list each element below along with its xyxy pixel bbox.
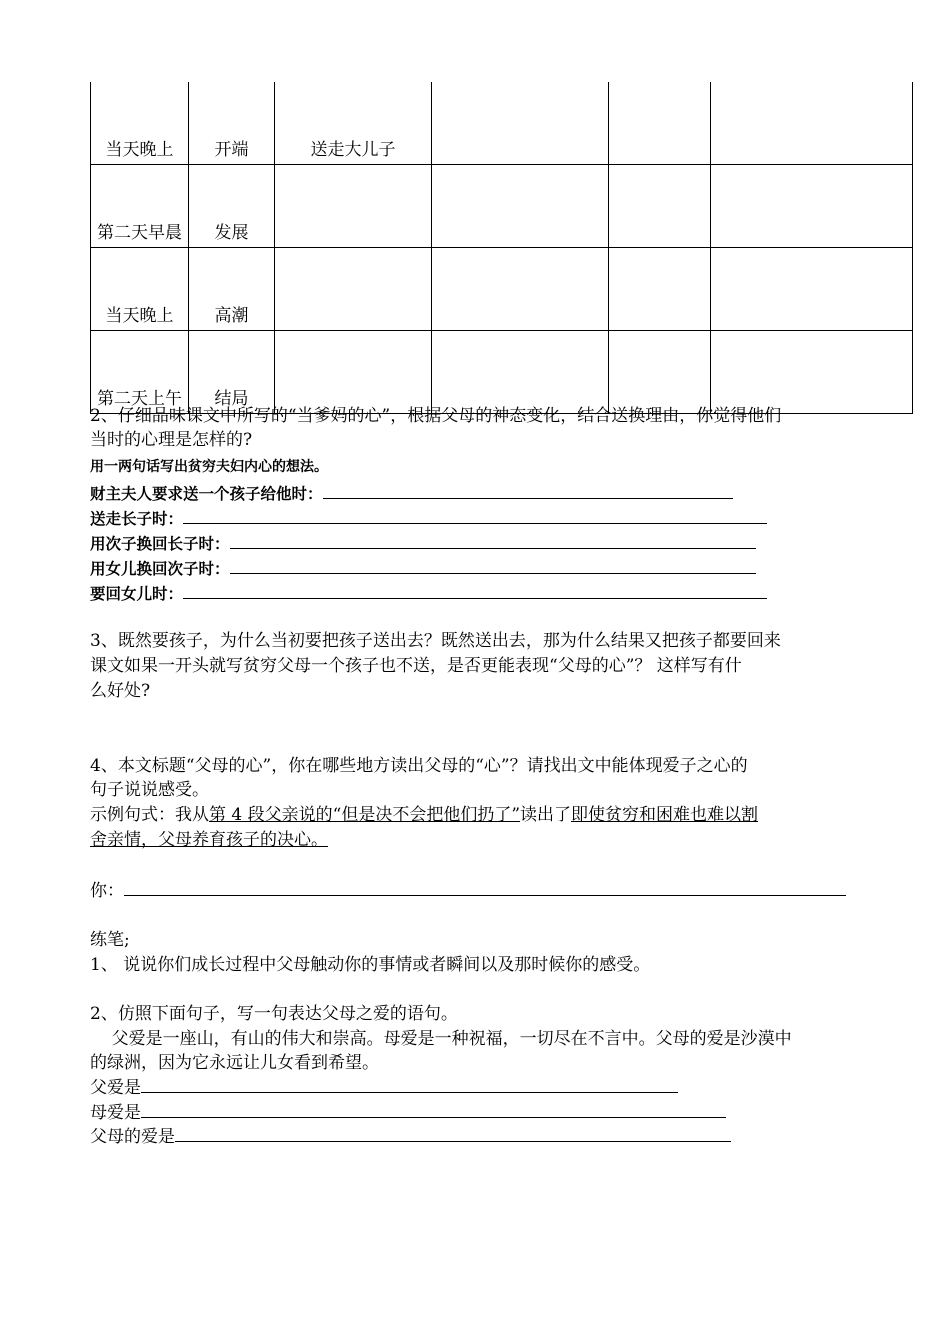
example-quote: 第 4 段父亲说的“但是决不会把他们扔了”: [209, 805, 521, 825]
sample-line2: 的绿洲，因为它永远让儿女看到希望。: [90, 1053, 379, 1073]
answer-cell[interactable]: [711, 165, 913, 248]
q2-prompt-label: 用女儿换回次子时：: [90, 560, 230, 578]
time-cell: 第二天早晨: [91, 165, 189, 248]
answer-cell[interactable]: [711, 82, 913, 165]
q3-line1: 3、既然要孩子，为什么当初要把孩子送出去？既然送出去，那为什么结果又把孩子都要回来: [90, 631, 781, 651]
fill-label: 母爱是: [90, 1103, 141, 1123]
table-row: [91, 82, 913, 165]
q3-line3: 么好处?: [90, 681, 151, 701]
q2-prompt-label: 财主夫人要求送一个孩子给他时：: [90, 485, 323, 503]
fill-label: 父母的爱是: [90, 1127, 175, 1147]
answer-cell[interactable]: [432, 82, 609, 165]
answer-cell[interactable]: [609, 248, 711, 331]
answer-blank[interactable]: [183, 506, 767, 524]
q3-line2: 课文如果一开头就写贫穷父母一个孩子也不送，是否更能表现“父母的心”？ 这样写有什: [90, 656, 742, 676]
example-feeling: 即使贫穷和困难也难以割: [571, 805, 759, 825]
q2-prompt-row: [90, 481, 733, 506]
q2-prompt-row: [90, 556, 756, 581]
practice-item2-title: 2、仿照下面句子，写一句表达父母之爱的语句。: [90, 1004, 458, 1024]
event-cell[interactable]: [275, 331, 432, 414]
fill-row: [90, 1124, 731, 1149]
time-cell: 第二天上午: [91, 331, 189, 414]
example-mid: 读出了: [520, 805, 572, 825]
answer-cell[interactable]: [711, 331, 913, 414]
practice-item1: 1、 说说你们成长过程中父母触动你的事情或者瞬间以及那时候你的感受。: [90, 955, 651, 975]
answer-cell[interactable]: [609, 82, 711, 165]
answer-blank[interactable]: [230, 556, 756, 574]
table-row: [91, 165, 913, 248]
q2-prompt-row: [90, 581, 767, 606]
q4-example-line: [90, 803, 758, 827]
stage-cell: 开端: [189, 82, 275, 165]
stage-cell: 结局: [189, 331, 275, 414]
answer-blank[interactable]: [141, 1100, 726, 1118]
q4-line1: 4、本文标题“父母的心”，你在哪些地方读出父母的“心”？请找出文中能体现爱子之心的: [90, 756, 748, 776]
example-feeling-cont: 舍亲情，父母养育孩子的决心。: [90, 830, 328, 850]
q2-prompt-row: [90, 506, 767, 531]
story-structure-table: [90, 82, 913, 414]
practice-title: 练笔;: [90, 930, 130, 950]
q2-prompt-label: 送走长子时：: [90, 510, 184, 528]
q2-prompt-row: [90, 531, 756, 556]
fill-row: [90, 1100, 726, 1125]
you-label: 你：: [90, 881, 124, 901]
example-prefix: 示例句式：我从: [90, 805, 209, 825]
answer-blank[interactable]: [230, 531, 756, 549]
answer-blank[interactable]: [183, 581, 767, 599]
table-row: [91, 331, 913, 414]
event-cell[interactable]: [275, 248, 432, 331]
fill-label: 父爱是: [90, 1078, 141, 1098]
event-cell[interactable]: 送走大儿子: [275, 82, 432, 165]
q2-instruction: 用一两句话写出贫穷夫妇内心的想法。: [90, 459, 328, 475]
q2-prompt-label: 用次子换回长子时：: [90, 535, 230, 553]
event-cell[interactable]: [275, 165, 432, 248]
answer-cell[interactable]: [609, 331, 711, 414]
stage-cell: 高潮: [189, 248, 275, 331]
q2-line2: 当时的心理是怎样的?: [90, 430, 253, 450]
q2-prompt-label: 要回女儿时：: [90, 585, 184, 603]
answer-cell[interactable]: [609, 165, 711, 248]
fill-row: [90, 1075, 678, 1100]
stage-cell: 发展: [189, 165, 275, 248]
time-cell: 当天晚上: [91, 82, 189, 165]
answer-blank[interactable]: [124, 878, 846, 896]
q4-answer-row: [90, 878, 846, 903]
q4-line2: 句子说说感受。: [90, 780, 209, 800]
answer-blank[interactable]: [175, 1124, 731, 1142]
answer-cell[interactable]: [432, 331, 609, 414]
time-cell: 当天晚上: [91, 248, 189, 331]
q2-line1: 2、仔细品味课文中所写的“当爹妈的心”，根据父母的神态变化，结合送换理由，你觉得他们: [90, 406, 782, 426]
answer-cell[interactable]: [711, 248, 913, 331]
answer-cell[interactable]: [432, 165, 609, 248]
sample-line1: 父爱是一座山，有山的伟大和崇高。母爱是一种祝福，一切尽在不言中。父母的爱是沙漠中: [90, 1029, 792, 1049]
answer-blank[interactable]: [141, 1075, 678, 1093]
answer-cell[interactable]: [432, 248, 609, 331]
answer-blank[interactable]: [323, 481, 733, 499]
table-row: [91, 248, 913, 331]
